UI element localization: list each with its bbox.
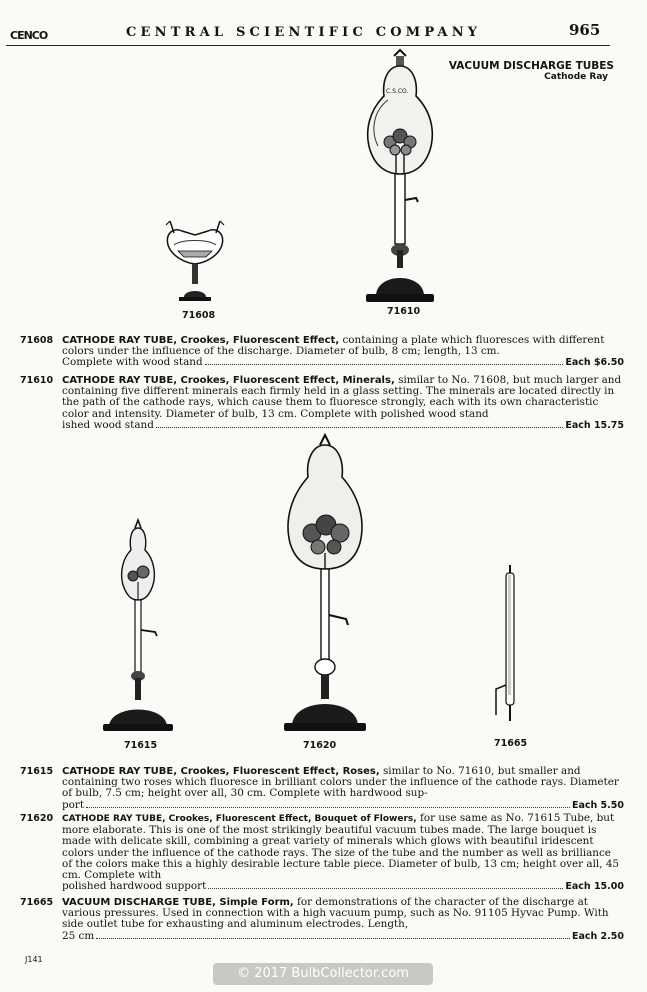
fig-label-71620: 71620 xyxy=(303,740,337,751)
entry-heading: VACUUM DISCHARGE TUBE, Simple Form, xyxy=(62,897,294,908)
entry-heading: CATHODE RAY TUBE, Crookes, Fluorescent Effect, xyxy=(62,335,340,346)
entry-number: 71665 xyxy=(20,897,54,908)
entry-last-line: polished hardwood support xyxy=(62,880,207,893)
fig-label-71610: 71610 xyxy=(387,306,421,317)
entry-price: Each 5.50 xyxy=(571,799,624,811)
entry-body: for use same as No. 71615 Tube, but more elaborate. This is one of the most strikingly beautiful vacuum tubes made. The large bouquet is made with delicate skill, combining a great variety of minerals which glows with beautiful iridescent colors under the influence of the cathode rays. The size of the tube and the number as well as brilliance of the colors make this a highly desirable lecture table piece. Diameter of bulb, 13 cm; height over all, 45 cm. Complete with xyxy=(62,812,620,882)
entry-price: Each $6.50 xyxy=(565,357,624,369)
entry-last-line: ished wood stand xyxy=(62,418,154,431)
entry-price: Each 15.75 xyxy=(565,419,624,431)
entry-71610 xyxy=(20,375,624,431)
fig-label-71608: 71608 xyxy=(182,310,216,321)
entry-number: 71610 xyxy=(20,375,54,386)
entry-number: 71608 xyxy=(20,335,54,346)
bulb-marking: C.S.CO. xyxy=(386,88,409,95)
tube-71608-illustration xyxy=(160,215,230,307)
entry-body: containing a plate which fluoresces with different colors under the influence of the discharge. Diameter of bulb, 8 cm; length, 13 cm. xyxy=(62,334,605,358)
entry-body: similar to No. 71610, but smaller and containing two roses which fluoresce in brilliant colors under the influence of the cathode rays. Diameter of bulb, 7.5 cm; height over all, 30 cm. Complete with hardwood sup- xyxy=(62,765,619,800)
tube-71665-illustration xyxy=(490,565,530,735)
fig-label-71665: 71665 xyxy=(494,738,528,749)
section-title: VACUUM DISCHARGE TUBES xyxy=(448,60,614,72)
entry-price: Each 15.00 xyxy=(565,881,624,893)
entry-heading: CATHODE RAY TUBE, Crookes, Fluorescent Effect, Roses, xyxy=(62,766,380,777)
entry-body: for demonstrations of the character of the discharge at various pressures. Used in connection with a high vacuum pump, such as No. 91105 Hyvac Pump. With side outlet tube for exhausting and aluminum electrodes. Length, xyxy=(62,896,609,931)
page-number: 965 xyxy=(569,21,601,39)
entry-price: Each 2.50 xyxy=(571,930,624,942)
company-name: CENTRAL SCIENTIFIC COMPANY xyxy=(126,25,482,40)
entry-last-line: port xyxy=(62,798,85,811)
entry-71665 xyxy=(20,897,624,942)
entry-71608 xyxy=(20,335,624,369)
section-subtitle: Cathode Ray xyxy=(544,72,608,82)
entry-number: 71620 xyxy=(20,813,54,824)
tube-71620-illustration xyxy=(280,435,370,733)
entry-last-line: 25 cm xyxy=(62,929,95,942)
entry-heading: CATHODE RAY TUBE, Crookes, Fluorescent Effect, Bouquet of Flowers, xyxy=(62,814,417,824)
entry-number: 71615 xyxy=(20,766,54,777)
header-rule xyxy=(6,45,610,46)
catalog-code: J141 xyxy=(25,955,43,964)
tube-71615-illustration xyxy=(103,520,173,735)
cenco-logo: CENCO xyxy=(10,29,48,42)
entry-heading: CATHODE RAY TUBE, Crookes, Fluorescent Effect, Minerals, xyxy=(62,375,395,386)
copyright-watermark: © 2017 BulbCollector.com xyxy=(213,963,433,985)
entry-71615 xyxy=(20,766,624,811)
entry-last-line: Complete with wood stand xyxy=(62,356,203,369)
entry-71620 xyxy=(20,813,624,892)
entry-body: similar to No. 71608, but much larger and containing five different minerals each firmly held in a glass setting. The minerals are located directly in the path of the cathode rays, which cause them to fluoresce strongly, each with its own characteristic color and intensity. Diameter of bulb, 13 cm. Complete with polished wood stand xyxy=(62,374,622,420)
fig-label-71615: 71615 xyxy=(124,740,158,751)
